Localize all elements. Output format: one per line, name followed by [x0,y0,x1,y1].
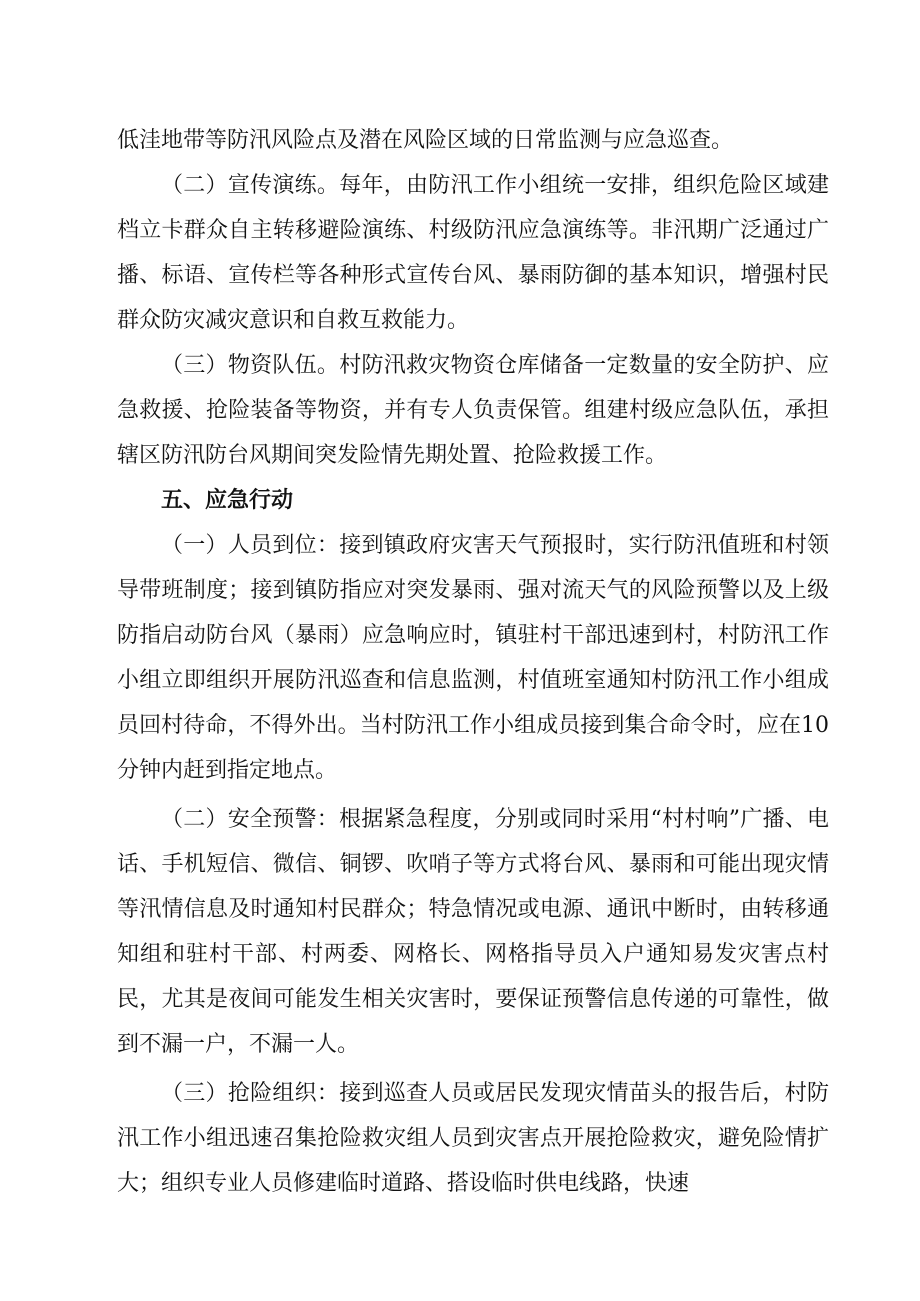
section-heading-emergency-action: 五、应急行动 [161,488,294,513]
paragraph-rescue-organization: （三）抢险组织：接到巡查人员或居民发现灾情苗头的报告后，村防汛工作小组迅速召集抢险救灾组人员到灾害点开展抢险救灾，避免险情扩大；组织专业人员修建临时道路、搭设临时供电线路，快速 [117,1081,829,1196]
paragraph-safety-warning: （二）安全预警：根据紧急程度，分别或同时采用“村村响”广播、电话、手机短信、微信、铜锣、吹哨子等方式将台风、暴雨和可能出现灾情等汛情信息及时通知村民群众；特急情况或电源、通讯中断时，由转移通知组和驻村干部、村两委、网格长、网格指导员入户通知易发灾害点村民，尤其是夜间可能发生相关灾害时，要保证预警信息传递的可靠性，做到不漏一户，不漏一人。 [117,807,829,1057]
continued-paragraph: 低洼地带等防汛风险点及潜在风险区域的日常监测与应急巡查。 [117,128,734,153]
paragraph-publicity-drills: （二）宣传演练。每年，由防汛工作小组统一安排，组织危险区域建档立卡群众自主转移避险演练、村级防汛应急演练等。非汛期广泛通过广播、标语、宣传栏等各种形式宣传台风、暴雨防御的基本知识，增强村民群众防灾减灾意识和自救互救能力。 [117,173,829,333]
paragraph-materials-teams: （三）物资队伍。村防汛救灾物资仓库储备一定数量的安全防护、应急救援、抢险装备等物资，并有专人负责保管。组建村级应急队伍，承担辖区防汛防台风期间突发险情先期处置、抢险救援工作。 [117,353,829,468]
document-body [117,118,829,1206]
paragraph-personnel-in-place: （一）人员到位：接到镇政府灾害天气预报时，实行防汛值班和村领导带班制度；接到镇防指应对突发暴雨、强对流天气的风险预警以及上级防指启动防台风（暴雨）应急响应时，镇驻村干部迅速到村，村防汛工作小组立即组织开展防汛巡查和信息监测，村值班室通知村防汛工作小组成员回村待命，不得外出。当村防汛工作小组成员接到集合命令时，应在10分钟内赶到指定地点。 [117,533,829,783]
